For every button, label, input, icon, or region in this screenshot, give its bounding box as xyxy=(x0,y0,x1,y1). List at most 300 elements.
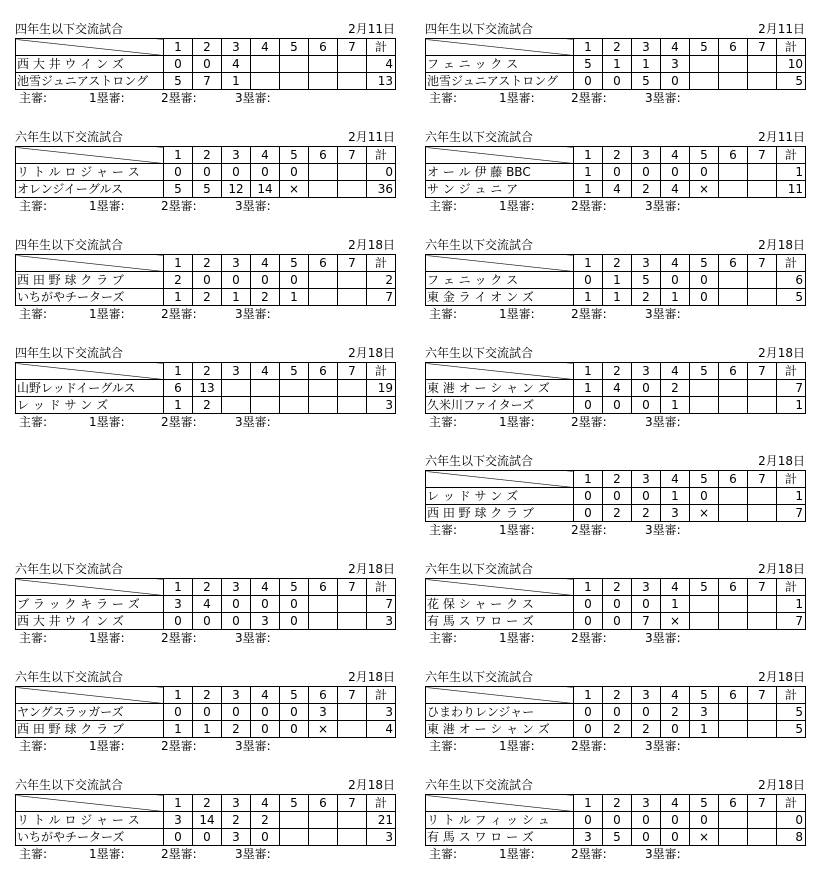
inning-number: 2 xyxy=(193,39,222,56)
umpire-line xyxy=(425,198,805,214)
inning-number: 1 xyxy=(574,39,603,56)
total-score: 7 xyxy=(777,505,806,522)
team-name: ひまわりレンジャー xyxy=(426,704,574,721)
second-base-umpire-label: 2塁審: xyxy=(161,631,197,645)
inning-header-row xyxy=(16,579,396,596)
total-header: 計 xyxy=(367,579,396,596)
total-score: 5 xyxy=(777,289,806,306)
inning-number: 2 xyxy=(603,147,632,164)
inning-score: 4 xyxy=(603,380,632,397)
inning-score: 0 xyxy=(690,289,719,306)
first-base-umpire-label: 1塁審: xyxy=(89,847,125,861)
inning-score xyxy=(222,380,251,397)
inning-score xyxy=(309,272,338,289)
inning-score xyxy=(748,380,777,397)
inning-score: 1 xyxy=(164,289,193,306)
umpire-label: 主審: xyxy=(19,847,48,861)
inning-score xyxy=(719,505,748,522)
total-score: 6 xyxy=(777,272,806,289)
team-name: 東 金 ラ イ オ ン ズ xyxy=(426,289,574,306)
team-name: 東 港 オ ー シ ャ ン ズ xyxy=(426,721,574,738)
game-title: 四年生以下交流試合 xyxy=(15,22,124,36)
inning-number: 5 xyxy=(690,471,719,488)
inning-score: 0 xyxy=(603,488,632,505)
inning-number: 3 xyxy=(632,255,661,272)
umpire-label: 主審: xyxy=(429,199,458,213)
inning-score xyxy=(309,613,338,630)
game-title: 六年生以下交流試合 xyxy=(15,670,124,684)
inning-score xyxy=(719,73,748,90)
total-score: 5 xyxy=(777,721,806,738)
inning-score: 0 xyxy=(193,613,222,630)
inning-number: 1 xyxy=(164,39,193,56)
inning-header-row xyxy=(16,255,396,272)
game-block xyxy=(15,561,395,646)
team-row xyxy=(426,56,806,73)
game-block xyxy=(425,561,805,646)
inning-score: 0 xyxy=(661,272,690,289)
diagonal-corner-cell xyxy=(16,255,164,272)
score-table xyxy=(15,254,396,306)
game-header xyxy=(425,561,805,578)
first-base-umpire-label: 1塁審: xyxy=(89,91,125,105)
inning-number: 4 xyxy=(251,39,280,56)
inning-number: 5 xyxy=(690,579,719,596)
inning-number: 2 xyxy=(603,687,632,704)
inning-score: 1 xyxy=(603,289,632,306)
inning-score xyxy=(719,812,748,829)
score-table xyxy=(15,362,396,414)
total-score: 0 xyxy=(777,812,806,829)
inning-score: 2 xyxy=(632,721,661,738)
inning-score: 0 xyxy=(193,272,222,289)
third-base-umpire-label: 3塁審: xyxy=(235,847,271,861)
umpire-line xyxy=(425,738,805,754)
inning-score: 0 xyxy=(603,596,632,613)
game-header xyxy=(15,129,395,146)
inning-score: 0 xyxy=(251,272,280,289)
inning-score xyxy=(748,488,777,505)
umpire-line xyxy=(425,846,805,862)
team-name: リ ト ル ロ ジ ャ ー ス xyxy=(16,812,164,829)
game-title: 六年生以下交流試合 xyxy=(15,562,124,576)
inning-score xyxy=(309,380,338,397)
team-row xyxy=(426,505,806,522)
inning-number: 7 xyxy=(748,795,777,812)
inning-number: 7 xyxy=(338,255,367,272)
total-header: 計 xyxy=(367,39,396,56)
first-base-umpire-label: 1塁審: xyxy=(499,631,535,645)
total-header: 計 xyxy=(367,147,396,164)
umpire-line xyxy=(15,630,395,646)
inning-score: 0 xyxy=(632,488,661,505)
game-date: 2月18日 xyxy=(758,238,805,252)
total-header: 計 xyxy=(367,363,396,380)
team-name: フ ェ ニ ッ ク ス xyxy=(426,56,574,73)
inning-score: 3 xyxy=(574,829,603,846)
first-base-umpire-label: 1塁審: xyxy=(499,199,535,213)
inning-score: 2 xyxy=(661,380,690,397)
inning-number: 3 xyxy=(222,39,251,56)
inning-number: 1 xyxy=(164,579,193,596)
inning-score: 0 xyxy=(574,812,603,829)
inning-score: 2 xyxy=(632,289,661,306)
umpire-line xyxy=(15,414,395,430)
game-block xyxy=(425,237,805,322)
game-date: 2月18日 xyxy=(758,562,805,576)
inning-score xyxy=(338,272,367,289)
inning-score: 0 xyxy=(690,272,719,289)
inning-number: 5 xyxy=(690,39,719,56)
total-header: 計 xyxy=(777,363,806,380)
inning-score: 0 xyxy=(164,613,193,630)
total-header: 計 xyxy=(367,687,396,704)
first-base-umpire-label: 1塁審: xyxy=(499,91,535,105)
inning-score xyxy=(309,73,338,90)
inning-score: × xyxy=(309,721,338,738)
inning-score xyxy=(251,397,280,414)
team-name: レ ッ ド サ ン ズ xyxy=(426,488,574,505)
total-score: 19 xyxy=(367,380,396,397)
total-score: 3 xyxy=(367,613,396,630)
inning-score xyxy=(338,812,367,829)
inning-score: 0 xyxy=(661,73,690,90)
team-row xyxy=(16,829,396,846)
inning-number: 5 xyxy=(280,39,309,56)
inning-number: 6 xyxy=(719,255,748,272)
inning-score: 1 xyxy=(661,488,690,505)
team-row xyxy=(16,73,396,90)
game-block xyxy=(15,669,395,754)
second-base-umpire-label: 2塁審: xyxy=(571,523,607,537)
team-row xyxy=(426,812,806,829)
inning-score xyxy=(280,397,309,414)
inning-score: 1 xyxy=(603,272,632,289)
total-header: 計 xyxy=(777,795,806,812)
inning-score: 4 xyxy=(661,181,690,198)
inning-number: 4 xyxy=(251,579,280,596)
game-title: 六年生以下交流試合 xyxy=(425,670,534,684)
team-name: オレンジイーグルス xyxy=(16,181,164,198)
second-base-umpire-label: 2塁審: xyxy=(571,415,607,429)
total-header: 計 xyxy=(777,579,806,596)
inning-score: 1 xyxy=(193,721,222,738)
inning-score: 1 xyxy=(164,397,193,414)
inning-number: 1 xyxy=(574,795,603,812)
inning-number: 4 xyxy=(661,363,690,380)
inning-number: 2 xyxy=(603,255,632,272)
inning-number: 3 xyxy=(632,795,661,812)
inning-score: 0 xyxy=(574,505,603,522)
inning-header-row xyxy=(16,363,396,380)
team-row xyxy=(426,73,806,90)
inning-score: 1 xyxy=(661,397,690,414)
inning-number: 3 xyxy=(222,147,251,164)
inning-number: 5 xyxy=(690,363,719,380)
game-title: 六年生以下交流試合 xyxy=(425,238,534,252)
inning-score xyxy=(222,397,251,414)
team-name: いちがやチーターズ xyxy=(16,829,164,846)
third-base-umpire-label: 3塁審: xyxy=(645,631,681,645)
diagonal-corner-cell xyxy=(426,255,574,272)
game-header xyxy=(15,21,395,38)
inning-number: 3 xyxy=(632,471,661,488)
inning-score xyxy=(719,721,748,738)
inning-score xyxy=(251,73,280,90)
inning-score: 0 xyxy=(603,164,632,181)
inning-score: 3 xyxy=(251,613,280,630)
game-block xyxy=(425,669,805,754)
first-base-umpire-label: 1塁審: xyxy=(499,739,535,753)
game-title: 六年生以下交流試合 xyxy=(425,346,534,360)
inning-score: 0 xyxy=(193,829,222,846)
inning-number: 2 xyxy=(193,795,222,812)
inning-score xyxy=(719,164,748,181)
inning-number: 6 xyxy=(719,147,748,164)
team-row xyxy=(16,181,396,198)
second-base-umpire-label: 2塁審: xyxy=(571,307,607,321)
inning-score xyxy=(690,613,719,630)
umpire-label: 主審: xyxy=(429,523,458,537)
game-block xyxy=(15,21,395,106)
third-base-umpire-label: 3塁審: xyxy=(235,307,271,321)
inning-score: 5 xyxy=(632,73,661,90)
inning-score xyxy=(280,829,309,846)
umpire-label: 主審: xyxy=(19,631,48,645)
inning-number: 1 xyxy=(164,795,193,812)
score-table xyxy=(15,794,396,846)
inning-score xyxy=(748,397,777,414)
team-row xyxy=(16,56,396,73)
inning-score: 0 xyxy=(222,596,251,613)
second-base-umpire-label: 2塁審: xyxy=(571,847,607,861)
inning-score: 0 xyxy=(632,380,661,397)
game-header xyxy=(425,669,805,686)
team-name: サ ン ジ ュ ニ ア xyxy=(426,181,574,198)
inning-header-row xyxy=(426,363,806,380)
inning-number: 6 xyxy=(309,687,338,704)
inning-score xyxy=(719,596,748,613)
diagonal-corner-cell xyxy=(16,39,164,56)
team-row xyxy=(426,289,806,306)
diagonal-corner-cell xyxy=(426,471,574,488)
total-header: 計 xyxy=(777,147,806,164)
team-row xyxy=(426,596,806,613)
inning-score: 0 xyxy=(280,596,309,613)
inning-score xyxy=(748,704,777,721)
inning-score: 0 xyxy=(574,704,603,721)
team-row xyxy=(16,289,396,306)
total-score: 1 xyxy=(777,164,806,181)
inning-score: 2 xyxy=(193,397,222,414)
inning-score: 1 xyxy=(661,289,690,306)
team-row xyxy=(16,721,396,738)
umpire-line xyxy=(15,306,395,322)
inning-number: 6 xyxy=(719,39,748,56)
inning-score: 0 xyxy=(251,829,280,846)
inning-number: 7 xyxy=(338,687,367,704)
inning-score: 0 xyxy=(603,812,632,829)
inning-score: 5 xyxy=(164,181,193,198)
team-row xyxy=(426,721,806,738)
total-score: 36 xyxy=(367,181,396,198)
inning-number: 5 xyxy=(690,687,719,704)
team-name: 西 田 野 球 ク ラ ブ xyxy=(16,721,164,738)
inning-score xyxy=(719,272,748,289)
inning-number: 4 xyxy=(661,579,690,596)
inning-score xyxy=(309,164,338,181)
inning-score xyxy=(748,56,777,73)
total-header: 計 xyxy=(777,255,806,272)
inning-number: 3 xyxy=(222,579,251,596)
inning-number: 7 xyxy=(748,147,777,164)
inning-number: 4 xyxy=(661,471,690,488)
inning-score: 6 xyxy=(164,380,193,397)
inning-number: 6 xyxy=(309,795,338,812)
inning-number: 7 xyxy=(338,147,367,164)
inning-score: 4 xyxy=(193,596,222,613)
inning-score: × xyxy=(280,181,309,198)
game-block xyxy=(425,345,805,430)
inning-score: 0 xyxy=(632,812,661,829)
inning-number: 2 xyxy=(603,363,632,380)
inning-number: 6 xyxy=(719,363,748,380)
inning-score: 5 xyxy=(193,181,222,198)
game-title: 六年生以下交流試合 xyxy=(15,778,124,792)
team-name: 池雪ジュニアストロング xyxy=(16,73,164,90)
total-score: 21 xyxy=(367,812,396,829)
score-table xyxy=(425,794,806,846)
inning-number: 7 xyxy=(748,687,777,704)
inning-score xyxy=(338,181,367,198)
inning-number: 6 xyxy=(719,687,748,704)
inning-number: 2 xyxy=(193,147,222,164)
inning-number: 3 xyxy=(222,687,251,704)
inning-score: 3 xyxy=(690,704,719,721)
team-name: リ ト ル フ ィ ッ シ ュ xyxy=(426,812,574,829)
inning-score xyxy=(309,397,338,414)
inning-number: 7 xyxy=(338,579,367,596)
second-base-umpire-label: 2塁審: xyxy=(161,847,197,861)
total-score: 7 xyxy=(367,289,396,306)
inning-score: 0 xyxy=(280,704,309,721)
inning-score: 0 xyxy=(574,721,603,738)
third-base-umpire-label: 3塁審: xyxy=(235,415,271,429)
umpire-label: 主審: xyxy=(19,307,48,321)
inning-header-row xyxy=(16,39,396,56)
inning-score xyxy=(280,73,309,90)
inning-score: 1 xyxy=(632,56,661,73)
team-row xyxy=(16,397,396,414)
inning-number: 2 xyxy=(193,363,222,380)
inning-score: 1 xyxy=(164,721,193,738)
inning-number: 4 xyxy=(251,687,280,704)
third-base-umpire-label: 3塁審: xyxy=(645,307,681,321)
score-table xyxy=(15,686,396,738)
inning-header-row xyxy=(16,147,396,164)
umpire-line xyxy=(15,90,395,106)
inning-score xyxy=(690,596,719,613)
inning-number: 7 xyxy=(338,363,367,380)
game-block xyxy=(15,345,395,430)
inning-score: 2 xyxy=(222,721,251,738)
total-score: 7 xyxy=(367,596,396,613)
umpire-line xyxy=(425,414,805,430)
game-title: 四年生以下交流試合 xyxy=(15,238,124,252)
inning-score: 0 xyxy=(574,613,603,630)
inning-score xyxy=(338,56,367,73)
inning-number: 7 xyxy=(748,363,777,380)
inning-number: 6 xyxy=(309,255,338,272)
inning-score: 3 xyxy=(222,829,251,846)
inning-number: 1 xyxy=(574,255,603,272)
third-base-umpire-label: 3塁審: xyxy=(235,631,271,645)
inning-header-row xyxy=(426,471,806,488)
inning-number: 1 xyxy=(164,363,193,380)
umpire-line xyxy=(425,630,805,646)
umpire-label: 主審: xyxy=(429,847,458,861)
inning-score: 0 xyxy=(632,397,661,414)
inning-score: × xyxy=(690,829,719,846)
diagonal-corner-cell xyxy=(426,579,574,596)
inning-score xyxy=(280,812,309,829)
inning-number: 3 xyxy=(632,363,661,380)
inning-number: 2 xyxy=(193,255,222,272)
game-header xyxy=(425,453,805,470)
inning-number: 5 xyxy=(690,795,719,812)
score-table xyxy=(425,146,806,198)
game-header xyxy=(15,669,395,686)
inning-score: 0 xyxy=(603,613,632,630)
inning-score xyxy=(309,596,338,613)
inning-number: 1 xyxy=(574,363,603,380)
umpire-line xyxy=(15,198,395,214)
inning-score xyxy=(690,380,719,397)
second-base-umpire-label: 2塁審: xyxy=(161,415,197,429)
inning-number: 5 xyxy=(280,687,309,704)
inning-number: 4 xyxy=(661,795,690,812)
inning-number: 3 xyxy=(632,687,661,704)
inning-score: 0 xyxy=(574,73,603,90)
inning-number: 5 xyxy=(280,579,309,596)
score-table xyxy=(425,362,806,414)
inning-header-row xyxy=(16,687,396,704)
first-base-umpire-label: 1塁審: xyxy=(499,523,535,537)
inning-score xyxy=(338,380,367,397)
inning-score xyxy=(748,164,777,181)
team-row xyxy=(16,613,396,630)
diagonal-corner-cell xyxy=(16,795,164,812)
inning-score: 0 xyxy=(251,164,280,181)
inning-score: 4 xyxy=(603,181,632,198)
inning-score: 1 xyxy=(661,596,690,613)
third-base-umpire-label: 3塁審: xyxy=(235,739,271,753)
total-score: 2 xyxy=(367,272,396,289)
inning-number: 4 xyxy=(251,795,280,812)
game-block xyxy=(425,453,805,538)
inning-score xyxy=(748,73,777,90)
inning-number: 4 xyxy=(251,147,280,164)
inning-number: 7 xyxy=(748,255,777,272)
inning-score: 0 xyxy=(193,164,222,181)
inning-score xyxy=(309,56,338,73)
inning-score: 0 xyxy=(690,488,719,505)
total-score: 5 xyxy=(777,704,806,721)
inning-score: 1 xyxy=(690,721,719,738)
inning-score: 1 xyxy=(222,289,251,306)
game-block xyxy=(425,777,805,862)
inning-number: 1 xyxy=(164,255,193,272)
